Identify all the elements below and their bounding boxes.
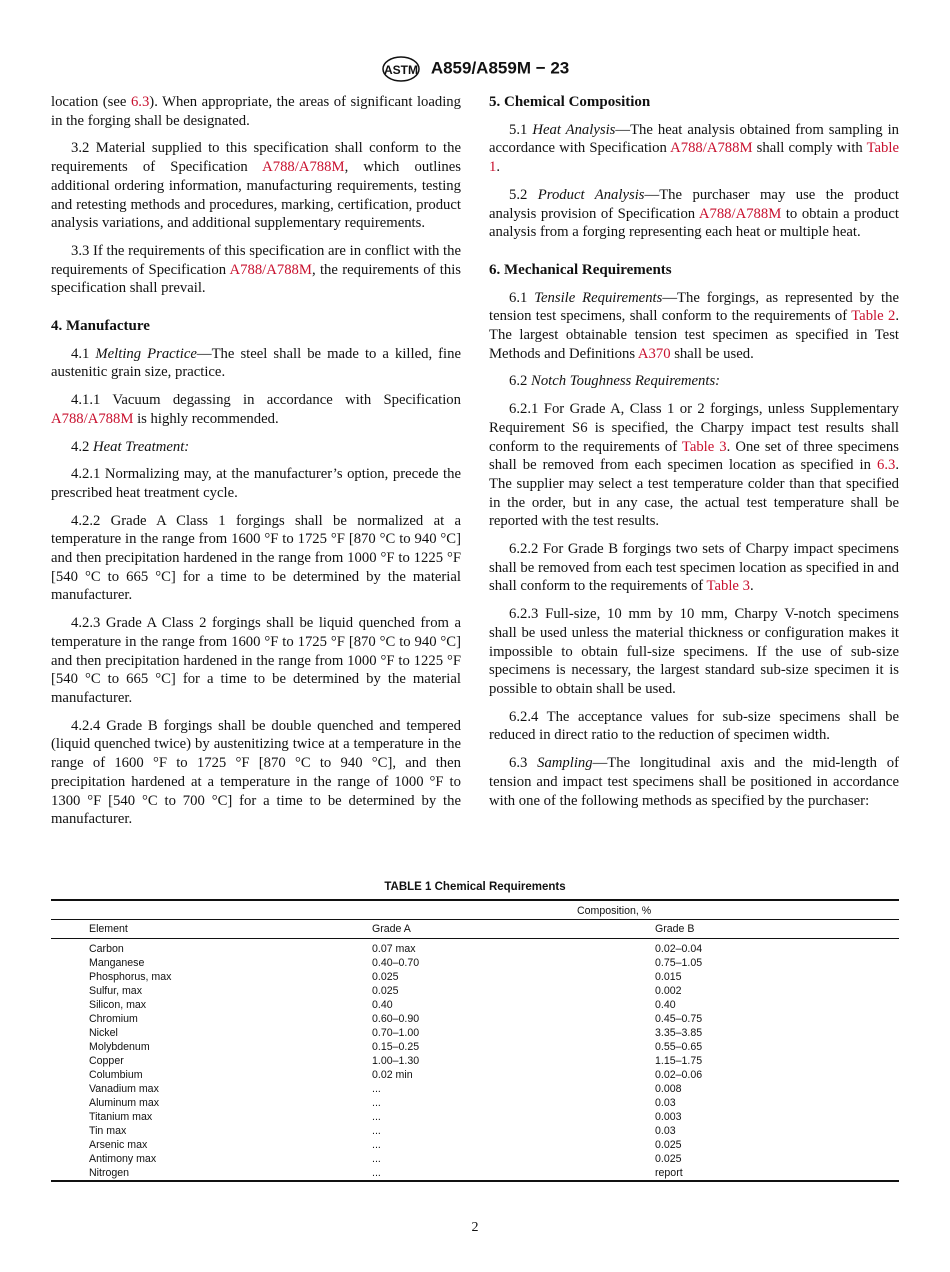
cell-grade-b: 0.55–0.65 bbox=[655, 1041, 703, 1053]
paragraph-caption: Tensile Requirements bbox=[534, 289, 663, 306]
cell-element: Manganese bbox=[89, 957, 145, 969]
column-header-grade-b: Grade B bbox=[655, 920, 899, 939]
paragraph bbox=[489, 605, 899, 699]
paragraph-text: —The heat analysis obtained from sampling in accordance with Specification bbox=[489, 121, 899, 157]
group-header-label: Composition, % bbox=[577, 905, 652, 917]
table-row bbox=[51, 1110, 899, 1124]
left-column bbox=[51, 93, 461, 838]
paragraph bbox=[489, 754, 899, 810]
cell-grade-a: 1.00–1.30 bbox=[372, 1055, 420, 1067]
cell-grade-a: ... bbox=[372, 1083, 381, 1095]
cell-element: Sulfur, max bbox=[89, 985, 142, 997]
paragraph-text: 5.2 bbox=[509, 186, 538, 203]
reference-link[interactable]: Table 3 bbox=[681, 438, 727, 455]
cell-element: Tin max bbox=[89, 1125, 127, 1137]
paragraph-text: 4.1 bbox=[71, 345, 96, 362]
paragraph-text: 6.2.4 The acceptance values for sub-size specimens shall be reduced in direct ratio to the reduction of specimen width. bbox=[489, 708, 899, 744]
cell-grade-b: 0.002 bbox=[655, 985, 682, 997]
paragraph-text: 4.2.1 Normalizing may, at the manufacturer’s option, precede the prescribed heat treatment cycle. bbox=[51, 466, 461, 501]
reference-link[interactable]: A788/A788M bbox=[229, 261, 312, 278]
cell-element: Columbium bbox=[89, 1069, 143, 1081]
group-header bbox=[577, 900, 899, 920]
cell-element: Vanadium max bbox=[89, 1083, 159, 1095]
reference-link[interactable]: 6.3 bbox=[130, 94, 150, 110]
right-column bbox=[489, 93, 899, 819]
cell-grade-a: 0.70–1.00 bbox=[372, 1027, 420, 1039]
paragraph bbox=[489, 708, 899, 745]
paragraph-text: 5.1 bbox=[509, 121, 533, 138]
cell-grade-b: 0.003 bbox=[655, 1111, 682, 1123]
cell-grade-b: 0.45–0.75 bbox=[655, 1013, 703, 1025]
paragraph-caption: Heat Treatment: bbox=[93, 438, 190, 455]
cell-grade-a: 0.07 max bbox=[372, 943, 416, 955]
section-heading bbox=[489, 261, 899, 280]
cell-element: Chromium bbox=[89, 1013, 138, 1025]
section-heading bbox=[489, 93, 899, 112]
document-designation: A859/A859M − 23 bbox=[430, 58, 570, 78]
table-row bbox=[51, 1068, 899, 1082]
reference-link[interactable]: A788/A788M bbox=[670, 140, 753, 157]
page-header bbox=[0, 56, 950, 82]
paragraph-caption: Notch Toughness Requirements: bbox=[531, 373, 721, 390]
paragraph-text: 6. Mechanical Requirements bbox=[489, 261, 672, 278]
paragraph-text: 3.2 Material supplied to this specification shall conform to the requirements of Specification bbox=[51, 140, 461, 176]
cell-element: Molybdenum bbox=[89, 1041, 150, 1053]
reference-link[interactable]: Table 2 bbox=[851, 308, 896, 325]
paragraph bbox=[51, 438, 461, 457]
cell-grade-b: report bbox=[655, 1166, 899, 1181]
paragraph bbox=[489, 400, 899, 531]
paragraph bbox=[51, 93, 461, 130]
paragraph-caption: Melting Practice bbox=[95, 345, 197, 362]
paragraph-caption: Heat Analysis bbox=[532, 121, 616, 138]
cell-grade-a: ... bbox=[372, 1153, 381, 1165]
paragraph bbox=[489, 372, 899, 391]
reference-link[interactable]: 6.3 bbox=[876, 457, 896, 474]
svg-text:ASTM: ASTM bbox=[383, 63, 418, 77]
cell-grade-b: 0.03 bbox=[655, 1125, 676, 1137]
reference-link[interactable]: Table 1 bbox=[489, 140, 899, 176]
paragraph-caption: Sampling bbox=[537, 755, 593, 772]
cell-element: Nitrogen bbox=[51, 1166, 372, 1181]
cell-element: Antimony max bbox=[89, 1153, 157, 1165]
table-row bbox=[51, 998, 899, 1012]
page-number: 2 bbox=[471, 1220, 479, 1235]
cell-grade-a: ... bbox=[372, 1166, 655, 1181]
section-heading bbox=[51, 317, 461, 336]
column-header-grade-a: Grade A bbox=[372, 920, 655, 939]
paragraph-text: 4.1.1 Vacuum degassing in accordance with Specification bbox=[71, 392, 461, 409]
paragraph bbox=[489, 540, 899, 596]
paragraph-text: 4.2.4 Grade B forgings shall be double quenched and tempered (liquid quenched twice) by austenitizing twice at a temperature in the range of 1600 °F to 1725 °F [870 °C to 940 °C], and then precipitation hardened at a temperature in the range of 1000 °F to 1300 °F [540 °C to 700 °C] for a time to be determined by the manufacturer. bbox=[51, 717, 461, 828]
cell-element: Nickel bbox=[89, 1027, 118, 1039]
paragraph-text: to obtain a product analysis from a forging representing each heat or multiple heat. bbox=[489, 205, 899, 241]
paragraph-text: —The longitudinal axis and the mid-length of tension and impact test specimens shall be positioned in accordance with one of the following methods as specified by the purchaser: bbox=[489, 755, 899, 809]
column-header-element: Element bbox=[51, 920, 372, 939]
cell-element: Arsenic max bbox=[89, 1139, 148, 1151]
reference-link[interactable]: A788/A788M bbox=[698, 205, 782, 222]
cell-grade-b: 3.35–3.85 bbox=[655, 1027, 703, 1039]
paragraph-text: 4. Manufacture bbox=[51, 318, 150, 335]
table-row bbox=[51, 1054, 899, 1068]
paragraph bbox=[51, 717, 461, 829]
cell-grade-a: ... bbox=[372, 1139, 381, 1151]
cell-grade-a: 0.025 bbox=[372, 985, 399, 997]
table-row bbox=[51, 1040, 899, 1054]
reference-link[interactable]: A788/A788M bbox=[262, 159, 345, 176]
paragraph-text: —The purchaser may use the product analysis provision of Specification bbox=[489, 186, 899, 222]
paragraph bbox=[51, 391, 461, 428]
table-row bbox=[51, 970, 899, 984]
cell-grade-b: 0.015 bbox=[655, 971, 682, 983]
reference-link[interactable]: Table 3 bbox=[706, 578, 750, 595]
table-row bbox=[51, 1138, 899, 1152]
paragraph-text: 6.2.2 For Grade B forgings two sets of Charpy impact specimens shall be removed from each test specimen location as specified in and shall conform to the requirements of bbox=[489, 541, 899, 595]
paragraph bbox=[51, 614, 461, 708]
paragraph bbox=[51, 465, 461, 502]
cell-element: Aluminum max bbox=[89, 1097, 160, 1109]
paragraph-text: 4.2.3 Grade A Class 2 forgings shall be liquid quenched from a temperature in the range from 1600 °F to 1725 °F [870 °C to 940 °C] and then precipitation hardened in the range from 1000 °F to 1225 °F [540 °C to 665 °C] for a time to be determined by the material manufacturer. bbox=[51, 615, 461, 706]
cell-grade-a: ... bbox=[372, 1097, 381, 1109]
table-row bbox=[51, 939, 899, 957]
paragraph-text: . bbox=[496, 159, 501, 176]
cell-grade-a: 0.02 min bbox=[372, 1069, 413, 1081]
reference-link[interactable]: A370 bbox=[637, 345, 671, 362]
paragraph-text: . bbox=[749, 578, 754, 595]
paragraph-text: 6.3 bbox=[509, 755, 538, 772]
cell-grade-b: 0.03 bbox=[655, 1097, 676, 1109]
table-row bbox=[51, 1152, 899, 1166]
cell-grade-b: 0.02–0.04 bbox=[655, 943, 703, 955]
table-row bbox=[51, 1124, 899, 1138]
paragraph-text: , which outlines additional ordering information, manufacturing requirements, testing and retesting methods and procedures, marking, certification, product analysis variations, and additional supplementary requirements. bbox=[51, 159, 461, 232]
paragraph-text: —The steel shall be made to a killed, fine austenitic grain size, practice. bbox=[51, 345, 461, 381]
cell-grade-b: 0.025 bbox=[655, 1139, 682, 1151]
table-title: TABLE 1 Chemical Requirements bbox=[384, 881, 566, 893]
paragraph bbox=[489, 186, 899, 242]
cell-grade-b: 0.40 bbox=[655, 999, 676, 1011]
paragraph bbox=[51, 512, 461, 606]
paragraph-text: 4.2.2 Grade A Class 1 forgings shall be normalized at a temperature in the range from 1600 °F to 1725 °F [870 °C to 940 °C] and then precipitation hardened in the range from 1000 °F to 1225 °F [540 °C to 665 °C] for a time to be determined by the material manufacturer. bbox=[51, 512, 461, 604]
table-row bbox=[51, 1082, 899, 1096]
paragraph-text: shall comply with bbox=[752, 140, 867, 157]
cell-grade-a: 0.15–0.25 bbox=[372, 1041, 420, 1053]
cell-grade-a: ... bbox=[372, 1111, 381, 1123]
paragraph-text: . The supplier may select a test temperature colder than that specified in the order, but in any case, the actual test temperature shall be reported with the test results. bbox=[489, 457, 899, 530]
cell-grade-a: 0.025 bbox=[372, 971, 399, 983]
cell-element: Titanium max bbox=[89, 1111, 153, 1123]
paragraph bbox=[51, 242, 461, 298]
reference-link[interactable]: A788/A788M bbox=[51, 410, 134, 427]
paragraph-text: , the requirements of this specification shall prevail. bbox=[51, 261, 461, 297]
cell-grade-a: 0.60–0.90 bbox=[372, 1013, 420, 1025]
cell-grade-a: ... bbox=[372, 1125, 381, 1137]
table-row bbox=[51, 956, 899, 970]
paragraph-text: —The forgings, as represented by the tension test specimens, shall conform to the requirements of bbox=[489, 289, 899, 325]
paragraph-text: . One set of three specimens shall be removed from each specimen location as specified in bbox=[489, 438, 899, 474]
table-row bbox=[51, 984, 899, 998]
paragraph-text: 6.1 bbox=[509, 289, 535, 306]
paragraph-text: shall be used. bbox=[670, 345, 754, 362]
cell-grade-a: 0.40 bbox=[372, 999, 393, 1011]
paragraph-text: is highly recommended. bbox=[133, 410, 279, 427]
table-row bbox=[51, 1166, 899, 1181]
paragraph bbox=[51, 345, 461, 382]
cell-grade-b: 0.008 bbox=[655, 1083, 682, 1095]
cell-grade-b: 0.02–0.06 bbox=[655, 1069, 703, 1081]
paragraph-text: . The largest obtainable tension test specimen as specified in Test Methods and Definitions bbox=[489, 308, 899, 362]
cell-element: Copper bbox=[89, 1055, 124, 1067]
paragraph-text: 6.2 bbox=[509, 373, 532, 390]
table-row bbox=[51, 1096, 899, 1110]
cell-grade-b: 0.025 bbox=[655, 1153, 682, 1165]
paragraph-text: 6.2.1 For Grade A, Class 1 or 2 forgings, unless Supplementary Requirement S6 is specified, the Charpy impact test results shall conform to the requirements of bbox=[489, 401, 899, 455]
astm-logo-icon bbox=[381, 56, 421, 82]
paragraph-caption: Product Analysis bbox=[537, 186, 645, 203]
paragraph bbox=[489, 121, 899, 177]
paragraph-text: location (see bbox=[51, 94, 131, 110]
cell-element: Carbon bbox=[89, 943, 124, 955]
paragraph-text: 5. Chemical Composition bbox=[489, 94, 651, 110]
paragraph bbox=[489, 289, 899, 364]
paragraph-text: 4.2 bbox=[71, 438, 94, 455]
paragraph-text: ). When appropriate, the areas of significant loading in the forging shall be designated. bbox=[51, 94, 461, 129]
cell-grade-b: 1.15–1.75 bbox=[655, 1055, 703, 1067]
table-row bbox=[51, 1012, 899, 1026]
cell-element: Silicon, max bbox=[89, 999, 147, 1011]
table-row bbox=[51, 1026, 899, 1040]
paragraph-text: 3.3 If the requirements of this specification are in conflict with the requirements of Specification bbox=[51, 242, 461, 278]
cell-grade-a: 0.40–0.70 bbox=[372, 957, 420, 969]
paragraph bbox=[51, 139, 461, 233]
paragraph-text: 6.2.3 Full-size, 10 mm by 10 mm, Charpy V-notch specimens shall be used unless the material thickness or configuration makes it impossible to obtain full-size specimens. If the use of sub-size specimens is necessary, the largest standard sub-size specimen it is possible to obtain shall be used. bbox=[489, 606, 899, 697]
chemical-requirements-table bbox=[51, 899, 899, 1182]
cell-element: Phosphorus, max bbox=[89, 971, 172, 983]
cell-grade-b: 0.75–1.05 bbox=[655, 957, 703, 969]
